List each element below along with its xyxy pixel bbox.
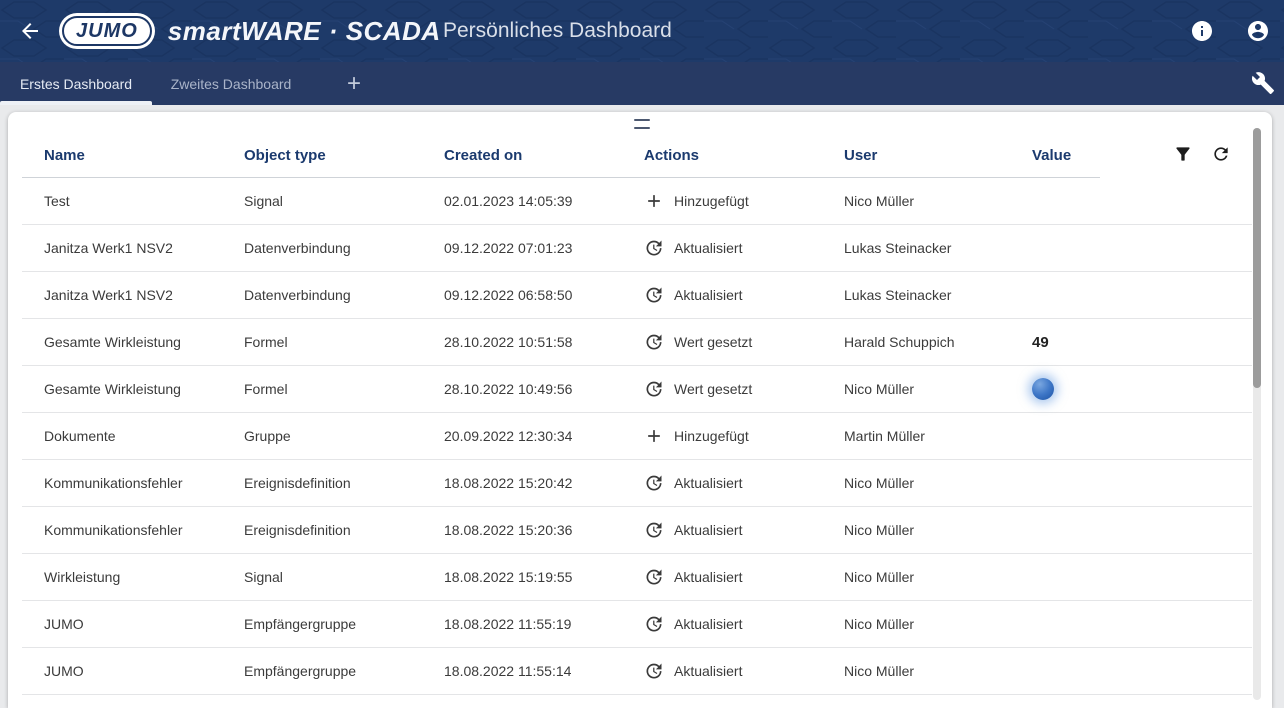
action-label: Aktualisiert — [674, 287, 743, 303]
cell-created-on: 20.09.2022 12:30:34 — [444, 428, 573, 444]
filter-icon[interactable] — [1173, 144, 1193, 164]
cell-created-on: 18.08.2022 15:20:42 — [444, 475, 573, 491]
column-header-object-type[interactable]: Object type — [244, 147, 326, 164]
column-header-name[interactable]: Name — [44, 147, 85, 164]
cell-user: Nico Müller — [844, 193, 915, 209]
back-arrow-icon[interactable] — [18, 19, 42, 43]
table-row — [22, 178, 1252, 225]
cell-object-type: Formel — [244, 334, 288, 350]
plus-icon — [644, 191, 664, 211]
update-icon — [644, 285, 664, 305]
tab-label: Zweites Dashboard — [170, 75, 292, 92]
drag-handle[interactable] — [634, 119, 650, 129]
cell-object-type: Empfängergruppe — [244, 663, 357, 679]
table-row — [22, 272, 1252, 319]
cell-user: Nico Müller — [844, 663, 915, 679]
cell-name: Dokumente — [44, 428, 116, 444]
table-row — [22, 601, 1252, 648]
page-title: Persönliches Dashboard — [443, 19, 672, 42]
cell-user: Nico Müller — [844, 381, 915, 397]
cell-object-type: Ereignisdefinition — [244, 522, 351, 538]
tab-erstes-dashboard[interactable] — [0, 62, 152, 105]
update-icon — [644, 614, 664, 634]
cell-name: Kommunikationsfehler — [44, 475, 183, 491]
scrollbar-thumb[interactable] — [1253, 128, 1261, 388]
update-icon — [644, 379, 664, 399]
cell-user: Nico Müller — [844, 569, 915, 585]
cell-object-type: Gruppe — [244, 428, 291, 444]
cell-name: JUMO — [44, 663, 84, 679]
action-label: Aktualisiert — [674, 475, 743, 491]
cell-object-type: Signal — [244, 193, 283, 209]
jumo-logo — [62, 16, 152, 46]
update-icon — [644, 238, 664, 258]
cell-user: Lukas Steinacker — [844, 287, 952, 303]
table-row — [22, 413, 1252, 460]
column-header-user[interactable]: User — [844, 147, 878, 164]
cell-actions — [644, 426, 844, 446]
table-row — [22, 460, 1252, 507]
table-row — [22, 319, 1252, 366]
table-row — [22, 225, 1252, 272]
cell-object-type: Formel — [244, 381, 288, 397]
cell-created-on: 18.08.2022 11:55:14 — [444, 663, 572, 679]
value-indicator-dot — [1032, 378, 1054, 400]
cell-created-on: 09.12.2022 06:58:50 — [444, 287, 573, 303]
cell-actions — [644, 191, 844, 211]
action-label: Aktualisiert — [674, 569, 743, 585]
column-header-actions[interactable]: Actions — [644, 147, 700, 164]
cell-created-on: 28.10.2022 10:51:58 — [444, 334, 573, 350]
cell-user: Lukas Steinacker — [844, 240, 952, 256]
cell-actions — [644, 520, 844, 540]
cell-actions — [644, 567, 844, 587]
cell-object-type: Signal — [244, 569, 283, 585]
cell-created-on: 18.08.2022 15:19:55 — [444, 569, 573, 585]
cell-object-type: Datenverbindung — [244, 240, 351, 256]
cell-actions — [644, 238, 844, 258]
tab-label: Erstes Dashboard — [19, 75, 133, 92]
action-label: Aktualisiert — [674, 616, 743, 632]
table-row — [22, 366, 1252, 413]
cell-value — [1032, 378, 1252, 400]
action-label: Aktualisiert — [674, 240, 743, 256]
refresh-icon[interactable] — [1211, 144, 1231, 164]
column-header-value[interactable]: Value — [1032, 147, 1072, 164]
dashboard-tabbar — [0, 62, 1284, 105]
table-row — [22, 507, 1252, 554]
cell-name: Kommunikationsfehler — [44, 522, 183, 538]
cell-user: Nico Müller — [844, 616, 915, 632]
audit-table-card — [8, 112, 1272, 708]
scrollbar-track[interactable] — [1253, 128, 1261, 700]
cell-actions — [644, 614, 844, 634]
brand-text: smartWARE · SCADA — [167, 15, 441, 46]
cell-object-type: Ereignisdefinition — [244, 475, 351, 491]
cell-actions — [644, 661, 844, 681]
cell-name: Gesamte Wirkleistung — [44, 334, 181, 350]
action-label: Hinzugefügt — [674, 193, 749, 209]
add-dashboard-button[interactable] — [310, 62, 398, 105]
update-icon — [644, 332, 664, 352]
info-icon[interactable] — [1190, 19, 1214, 43]
plus-icon — [644, 426, 664, 446]
app-header — [0, 0, 1284, 62]
plus-icon: + — [346, 69, 361, 97]
table-header-row — [22, 134, 1100, 178]
jumo-logo-text: JUMO — [76, 19, 138, 42]
wrench-icon[interactable] — [1251, 71, 1275, 95]
table-row — [22, 554, 1252, 601]
cell-name: Wirkleistung — [44, 569, 121, 585]
cell-created-on: 02.01.2023 14:05:39 — [444, 193, 573, 209]
cell-created-on: 18.08.2022 11:55:19 — [444, 616, 572, 632]
cell-name: Test — [44, 193, 70, 209]
cell-actions — [644, 285, 844, 305]
cell-user: Harald Schuppich — [844, 334, 955, 350]
action-label: Aktualisiert — [674, 522, 743, 538]
cell-created-on: 28.10.2022 10:49:56 — [444, 381, 573, 397]
cell-name: Gesamte Wirkleistung — [44, 381, 181, 397]
cell-created-on: 09.12.2022 07:01:23 — [444, 240, 573, 256]
cell-name: Janitza Werk1 NSV2 — [44, 287, 173, 303]
cell-object-type: Datenverbindung — [244, 287, 351, 303]
account-icon[interactable] — [1246, 19, 1270, 43]
action-label: Wert gesetzt — [674, 334, 753, 350]
tab-zweites-dashboard[interactable] — [152, 62, 310, 105]
cell-user: Nico Müller — [844, 522, 915, 538]
update-icon — [644, 473, 664, 493]
cell-user: Nico Müller — [844, 475, 915, 491]
update-icon — [644, 661, 664, 681]
cell-object-type: Empfängergruppe — [244, 616, 357, 632]
cell-value: 49 — [1032, 333, 1049, 351]
cell-user: Martin Müller — [844, 428, 925, 444]
table-row — [22, 648, 1252, 695]
action-label: Hinzugefügt — [674, 428, 749, 444]
action-label: Wert gesetzt — [674, 381, 753, 397]
cell-name: Janitza Werk1 NSV2 — [44, 240, 173, 256]
update-icon — [644, 567, 664, 587]
table-body — [22, 178, 1252, 695]
cell-actions — [644, 379, 844, 399]
cell-name: JUMO — [44, 616, 84, 632]
action-label: Aktualisiert — [674, 663, 743, 679]
cell-actions — [644, 473, 844, 493]
column-header-created-on[interactable]: Created on — [444, 147, 523, 164]
update-icon — [644, 520, 664, 540]
cell-created-on: 18.08.2022 15:20:36 — [444, 522, 573, 538]
cell-actions — [644, 332, 844, 352]
